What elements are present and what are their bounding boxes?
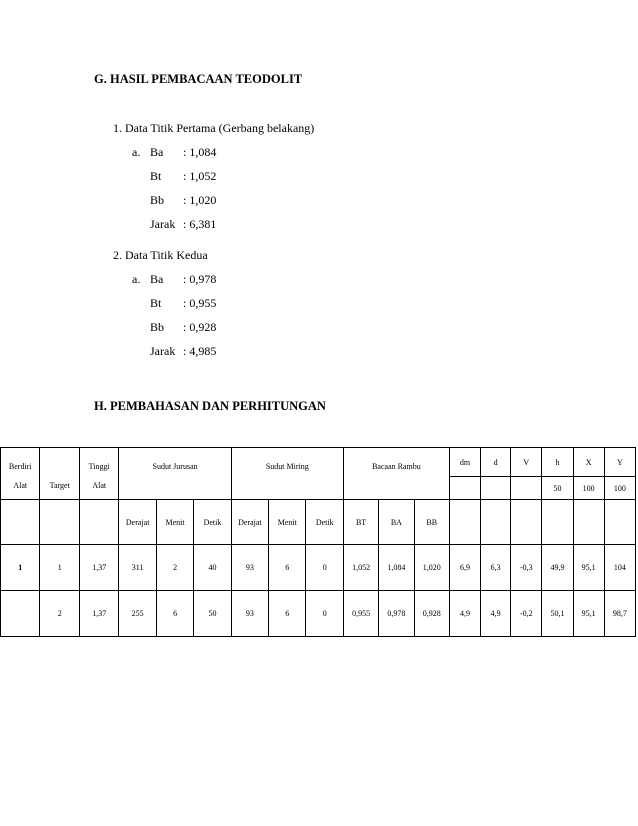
subheader-derajat: Derajat [231,500,268,545]
table-cell: 0,955 [343,591,378,637]
table-cell: 1,084 [379,545,414,591]
table-cell: 1 [1,545,40,591]
subheader-detik: Detik [194,500,231,545]
header-v-sub [511,477,542,500]
table-cell: 50,1 [542,591,573,637]
header-d: d [481,448,511,477]
table-cell: 6 [156,591,193,637]
header-sudut-jurusan: Sudut Jurusan [119,448,231,500]
header-x: X [573,448,604,477]
point2-row-label: Bt [150,296,162,310]
table-cell: -0,3 [511,545,542,591]
header-berdiri-line2: Alat [13,481,28,490]
table-cell: 0,978 [379,591,414,637]
point2-row-value: : 0,928 [183,320,217,334]
header-tinggi-alat [79,448,118,500]
table-cell: 49,9 [542,545,573,591]
table-cell: 1 [40,545,79,591]
subheader-ba: BA [379,500,414,545]
subheader-bb: BB [414,500,449,545]
table-cell: -0,2 [511,591,542,637]
subheader-empty [40,500,79,545]
header-sudut-miring: Sudut Miring [231,448,343,500]
point1-row-prefix: a. [132,145,141,159]
subheader-empty [449,500,480,545]
subheader-empty [542,500,573,545]
subheader-derajat: Derajat [119,500,156,545]
header-x-sub: 100 [573,477,604,500]
table-cell: 1,37 [79,591,118,637]
point2-heading: 2. Data Titik Kedua [113,248,208,262]
point1-row-label: Ba [150,145,164,159]
table-cell: 95,1 [573,545,604,591]
table-cell: 4,9 [481,591,511,637]
subheader-empty [1,500,40,545]
header-berdiri-alat [1,448,40,500]
header-d-sub [481,477,511,500]
point1-row-label: Jarak [150,217,176,231]
table-cell: 93 [231,591,268,637]
subheader-bt: BT [343,500,378,545]
point1-row-label: Bt [150,169,162,183]
subheader-empty [511,500,542,545]
subheader-empty [481,500,511,545]
table-cell: 6 [269,545,306,591]
subheader-detik: Detik [306,500,343,545]
table-cell: 2 [40,591,79,637]
header-v: V [511,448,542,477]
header-y-sub: 100 [604,477,635,500]
table-cell: 50 [194,591,231,637]
survey-table [0,447,636,637]
point2-row-value: : 0,978 [183,272,217,286]
table-cell: 0 [306,545,343,591]
header-berdiri-line1: Berdiri [8,462,32,471]
header-dm-sub [449,477,480,500]
header-tinggi-line2: Alat [92,481,107,490]
table-cell: 40 [194,545,231,591]
header-h: h [542,448,573,477]
table-cell: 93 [231,545,268,591]
point1-row-label: Bb [150,193,165,207]
point2-row-value: : 0,955 [183,296,217,310]
header-dm: dm [449,448,480,477]
section-h-title: H. PEMBAHASAN DAN PERHITUNGAN [94,399,326,413]
header-tinggi-line1: Tinggi [88,462,110,471]
header-target [40,448,79,500]
table-cell: 0,928 [414,591,449,637]
table-cell: 2 [156,545,193,591]
table-cell: 1,020 [414,545,449,591]
subheader-empty [79,500,118,545]
table-cell: 1,052 [343,545,378,591]
point1-row-value: : 1,084 [183,145,217,159]
subheader-empty [604,500,635,545]
point2-row-label: Bb [150,320,165,334]
point2-row-label: Jarak [150,344,176,358]
table-cell: 255 [119,591,156,637]
table-cell: 104 [604,545,635,591]
header-y: Y [604,448,635,477]
table-row [1,591,636,637]
table-cell [1,591,40,637]
table-cell: 95,1 [573,591,604,637]
point2-row-prefix: a. [132,272,141,286]
point1-heading: 1. Data Titik Pertama (Gerbang belakang) [113,121,315,135]
point2-row-value: : 4,985 [183,344,217,358]
point1-row-value: : 1,052 [183,169,217,183]
header-bacaan-rambu: Bacaan Rambu [343,448,449,500]
subheader-menit: Menit [156,500,193,545]
table-cell: 98,7 [604,591,635,637]
table-cell: 4,9 [449,591,480,637]
table-cell: 6,9 [449,545,480,591]
section-g-title: G. HASIL PEMBACAAN TEODOLIT [94,72,303,86]
table-cell: 1,37 [79,545,118,591]
table-cell: 0 [306,591,343,637]
header-h-sub: 50 [542,477,573,500]
point1-row-value: : 1,020 [183,193,217,207]
table-cell: 6 [269,591,306,637]
subheader-menit: Menit [269,500,306,545]
point1-row-value: : 6,381 [183,217,217,231]
table-cell: 311 [119,545,156,591]
table-row [1,545,636,591]
header-target-label: Target [49,481,70,490]
subheader-empty [573,500,604,545]
table-cell: 6,3 [481,545,511,591]
point2-row-label: Ba [150,272,164,286]
